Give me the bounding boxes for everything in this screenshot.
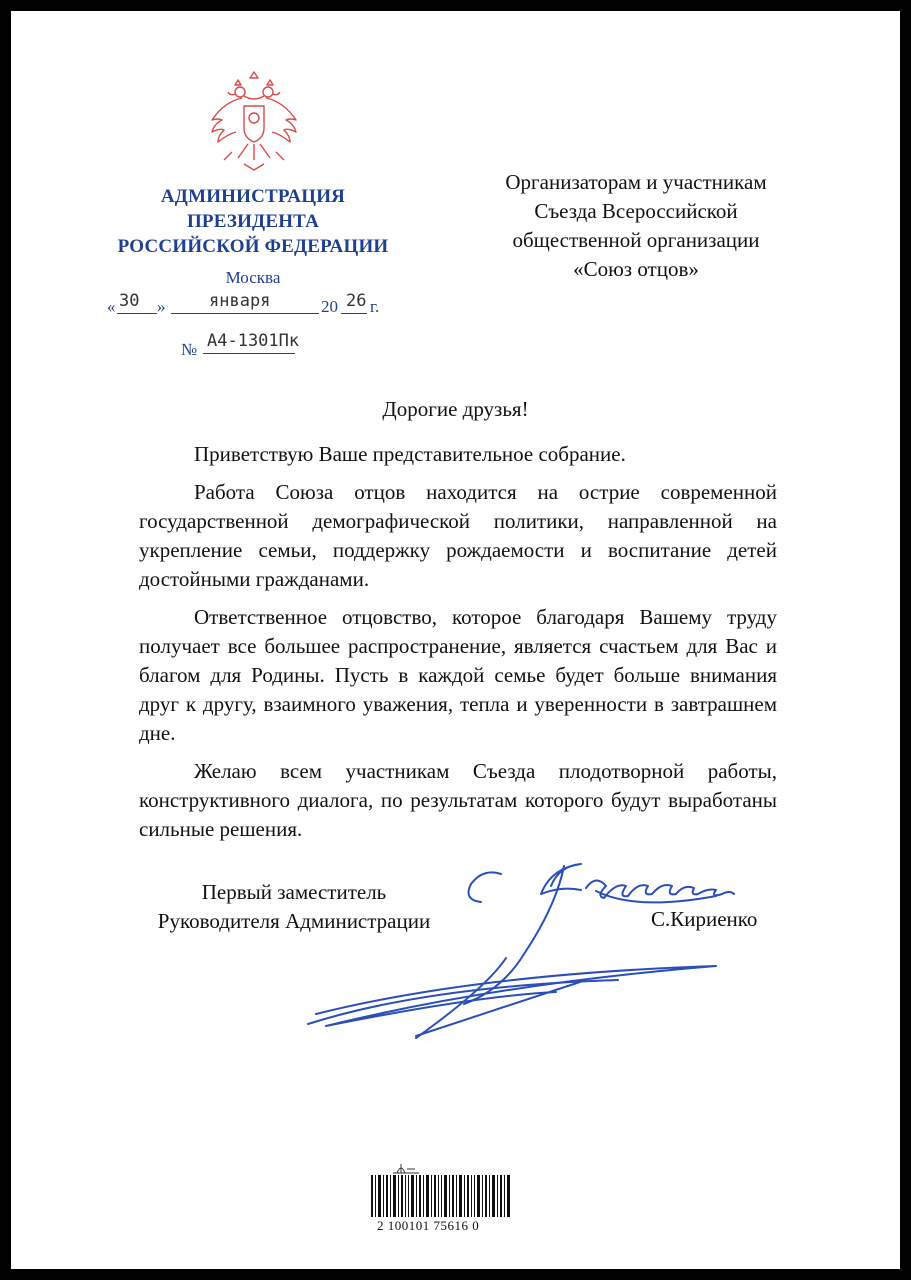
date-day: 30 [119,291,140,311]
barcode-number: 2 100101 75616 0 [377,1218,480,1233]
signer-title-line1: Первый заместитель [201,880,387,904]
number-sign: № [181,340,198,359]
date-year-abbr: г. [370,297,380,316]
barcode-block [363,1161,523,1251]
letter-body [139,440,777,853]
letter-date [99,291,399,321]
body-paragraph: Ответственное отцовство, которое благодаря Вашему труду получает все большее распространение, является счастьем для Вас и благом для Родины. Пусть в каждой семье будет больше внимания друг к другу, взаимного уважения, тепла и уверенности в завтрашнем дне. [139,605,777,745]
org-name-line2: ПРЕЗИДЕНТА [186,211,320,232]
letterhead-city: Москва [225,268,281,287]
addressee-line3: общественной организации [512,228,760,252]
barcode-mark-icon [391,1161,421,1175]
date-year-prefix: 20 [321,297,338,316]
body-paragraph: Желаю всем участникам Съезда плодотворной работы, конструктивного диалога, по результатам которого будут выработаны сильные решения. [139,759,777,841]
handwritten-signature [296,846,816,1046]
body-paragraph: Работа Союза отцов находится на острие современной государственной демографической политики, направленной на укрепление семьи, поддержку рождаемости и воспитание детей достойными гражданами. [139,480,777,591]
letter-page [11,11,900,1269]
date-year-suffix: 26 [346,291,367,311]
barcode-icon [371,1175,511,1217]
letterhead-organization [103,184,403,259]
letter-number [181,329,381,359]
addressee-line4: «Союз отцов» [573,257,699,281]
signer-title-line2: Руководителя Администрации [157,909,431,933]
letter-greeting: Дорогие друзья! [382,397,529,421]
number-value: А4-1301Пк [207,331,300,351]
date-close-quote: » [157,297,166,316]
date-open-quote: « [107,297,116,316]
body-paragraph: Приветствую Ваше представительное собрание. [194,442,626,466]
addressee-block [466,168,806,284]
org-name-line3: РОССИЙСКОЙ ФЕДЕРАЦИИ [117,236,389,257]
addressee-line1: Организаторам и участникам [505,170,767,194]
addressee-line2: Съезда Всероссийской [534,199,738,223]
state-emblem-icon [204,66,304,176]
date-month: января [209,291,271,311]
signer-name: С.Кириенко [651,907,758,931]
org-name-line1: АДМИНИСТРАЦИЯ [160,186,346,207]
